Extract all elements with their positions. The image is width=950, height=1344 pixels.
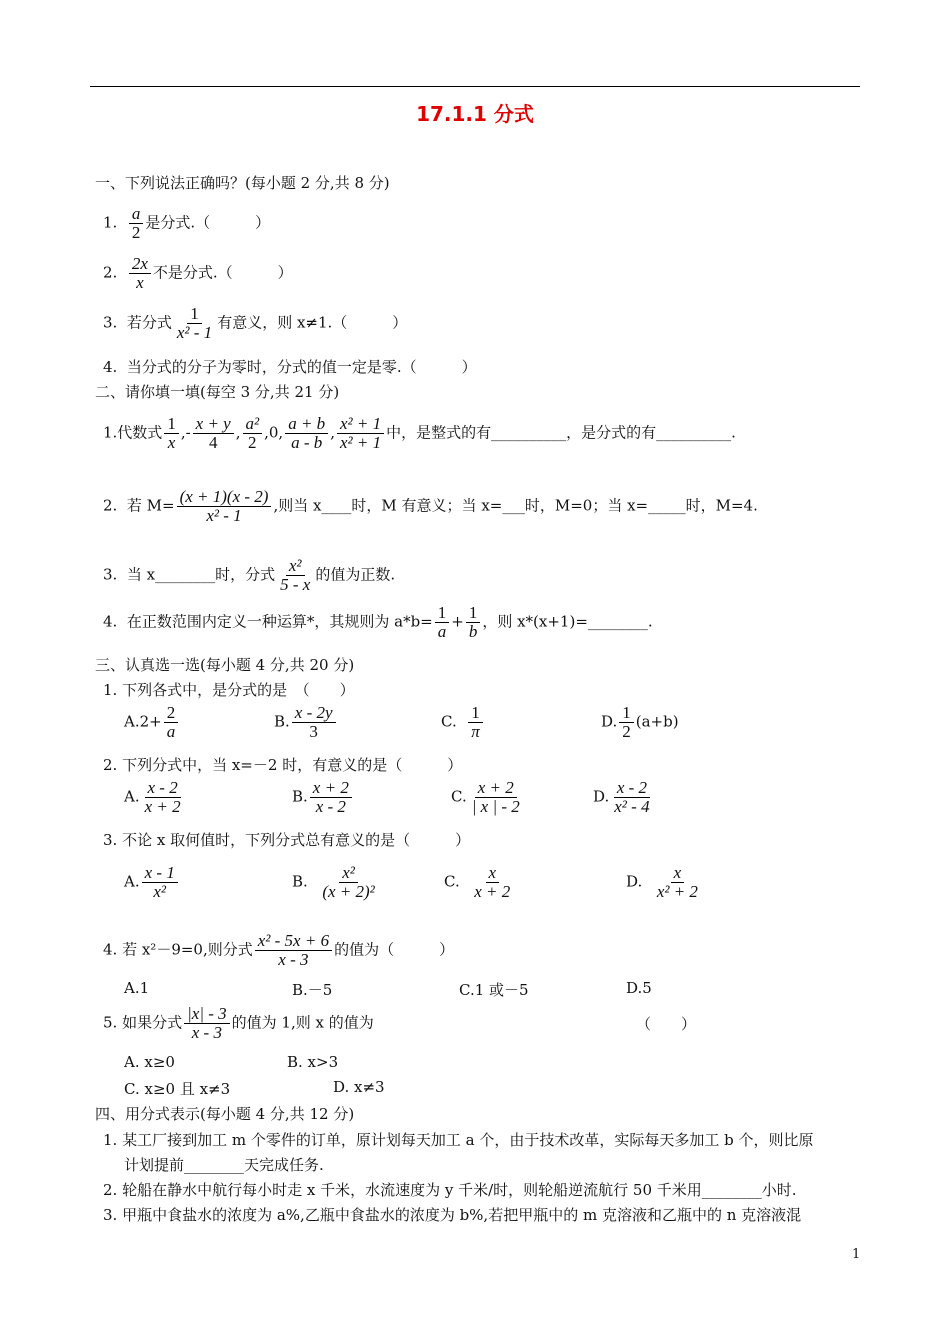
s3-q5-option-b: B. x>3	[287, 1053, 339, 1071]
s3-q5-answer-paren: （ ）	[636, 1015, 697, 1033]
s1-q1: 1. $\frac{a}{2}$ 是分式.（ ）	[103, 204, 271, 242]
s3-q3-option-c: C. $\frac{x}{x + 2}$	[444, 863, 511, 901]
s3-q2-option-c: C. $\frac{x + 2}{| x | - 2}$	[451, 778, 520, 816]
s3-q1-option-d: D. $\frac{1}{2}$ (a+b)	[601, 703, 679, 741]
s2-q3: 3. 当 x________时，分式 $\frac{\text{x²}}{5 - x}$ 的值为正数.	[103, 556, 396, 594]
header-rule	[90, 86, 860, 87]
page-title: 17.1.1 分式	[416, 102, 534, 126]
s4-q3: 3. 甲瓶中食盐水的浓度为 a%,乙瓶中食盐水的浓度为 b%,若把甲瓶中的 m 克溶液和乙瓶中的 n 克溶液混	[103, 1206, 802, 1224]
s3-q1-option-a: A.2+ $\frac{2}{a}$	[124, 704, 180, 741]
s3-q1: 1. 下列各式中，是分式的是 （ ）	[103, 681, 355, 699]
s3-q4-option-d: D.5	[626, 979, 652, 997]
section3-heading: 三、认真选一选(每小题 4 分,共 20 分)	[95, 656, 355, 674]
s1-q4: 4. 当分式的分子为零时，分式的值一定是零.（ ）	[103, 358, 477, 376]
s3-q1-option-c: C. $\frac{1}{\pi}$	[441, 704, 485, 741]
s3-q2-option-d: D. $\frac{x - 2}{\text{x² - 4}}$	[593, 778, 650, 816]
s3-q3-option-a: A. $\frac{x - 1}{\text{x²}}$	[124, 864, 180, 901]
s2-q1: 1.代数式 $\frac{1}{x}$ ,- $\frac{x + y}{4}$ , $\frac{\text{a²}}{2}$ ,0, $\frac{a + b}{a - b}$ , $\frac{\text{x² + 1}}{\text{x² + 1}}$ 中，是整式的有__________，是分式的有__________.	[103, 414, 736, 452]
s3-q4-option-c: C.1 或－5	[459, 981, 529, 999]
s4-q2: 2. 轮船在静水中航行每小时走 x 千米，水流速度为 y 千米/时，则轮船逆流航行 50 千米用________小时.	[103, 1181, 797, 1199]
s3-q2: 2. 下列分式中，当 x=－2 时，有意义的是（ ）	[103, 756, 463, 774]
s3-q5-option-c: C. x≥0 且 x≠3	[124, 1080, 231, 1098]
s3-q1-option-b: B. $\frac{x - 2y}{3}$	[274, 704, 338, 741]
s3-q3-option-d: D. $\frac{x}{\text{x² + 2}}$	[626, 863, 698, 901]
s3-q5: 5. 如果分式 $\frac{|x| - 3}{x - 3}$ 的值为 1,则 x 的值为	[103, 1004, 374, 1042]
section4-heading: 四、用分式表示(每小题 4 分,共 12 分)	[95, 1105, 355, 1123]
s3-q5-option-d: D. x≠3	[333, 1078, 385, 1096]
s1-q3: 3. 若分式 $\frac{1}{\text{x² - 1}}$ 有意义，则 x≠1.（ ）	[103, 304, 408, 342]
s4-q1-line1: 1. 某工厂接到加工 m 个零件的订单，原计划每天加工 a 个，由于技术改革，实际每天多加工 b 个，则比原	[103, 1131, 814, 1149]
s1-q2: 2. $\frac{2x}{x}$ 不是分式.（ ）	[103, 254, 293, 292]
s3-q4-option-a: A.1	[124, 979, 150, 997]
s2-q2: 2. 若 M= $\frac{(x + 1)(x - 2)}{\text{x² - 1}}$ ,则当 x____时，M 有意义；当 x=___时，M=0；当 x=_____时，M=4.	[103, 487, 758, 525]
s3-q5-option-a: A. x≥0	[124, 1053, 175, 1071]
section1-heading: 一、下列说法正确吗？(每小题 2 分,共 8 分)	[95, 174, 390, 192]
s3-q2-option-a: A. $\frac{x - 2}{x + 2}$	[124, 778, 181, 816]
s3-q4-option-b: B.－5	[292, 981, 333, 999]
s4-q1-line2: 计划提前________天完成任务.	[124, 1156, 324, 1174]
s3-q2-option-b: B. $\frac{x + 2}{x - 2}$	[292, 779, 354, 816]
s3-q3-option-b: B. $\frac{\text{x²}}{\text{(x + 2)²}}$	[292, 863, 375, 901]
s3-q4: 4. 若 x²－9=0,则分式 $\frac{\text{x² - 5x + 6}}{x - 3}$ 的值为（ ）	[103, 931, 455, 969]
page-number: 1	[852, 1247, 861, 1262]
section2-heading: 二、请你填一填(每空 3 分,共 21 分)	[95, 383, 340, 401]
s2-q4: 4. 在正数范围内定义一种运算*，其规则为 a*b= $\frac{1}{a}$ + $\frac{1}{b}$ ，则 x*(x+1)=________.	[103, 603, 653, 641]
s3-q3: 3. 不论 x 取何值时，下列分式总有意义的是（ ）	[103, 831, 471, 849]
